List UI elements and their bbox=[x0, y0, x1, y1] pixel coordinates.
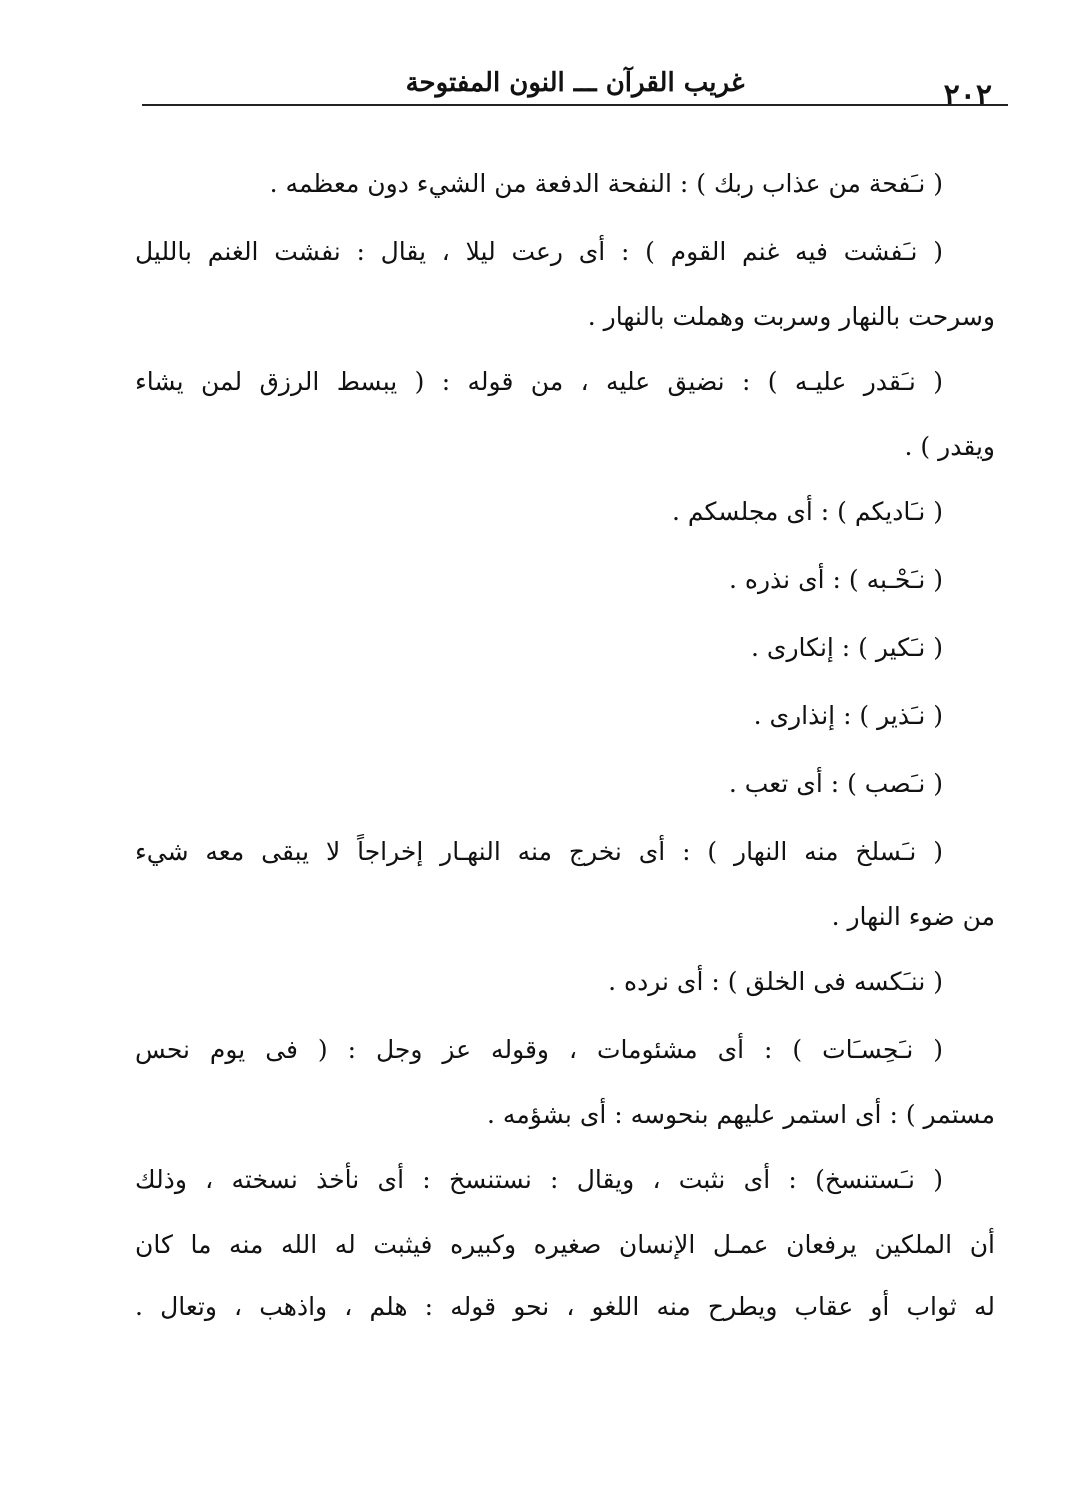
page-header bbox=[140, 58, 1010, 113]
entry-line: ( نـَفحة من عذاب ربك ) : النفحة الدفعة من الشيء دون معظمه . bbox=[269, 169, 943, 198]
glossary-entry bbox=[135, 1016, 995, 1146]
glossary-entry bbox=[135, 546, 995, 614]
entry-line: ( نـَاديكم ) : أى مجلسكم . bbox=[671, 497, 943, 526]
entry-line: ( نـَسلخ منه النهار ) : أى نخرج منه النهـار إخراجاً لا يبقى معه شيء bbox=[135, 837, 943, 866]
entry-line: ( نـَقدر عليـه ) : نضيق عليه ، من قوله : ( يبسط الرزق لمن يشاء bbox=[135, 367, 943, 396]
entry-line: أن الملكين يرفعان عمـل الإنسان صغيره وكبيره فيثبت له الله منه ما كان bbox=[135, 1230, 995, 1259]
glossary-entry bbox=[135, 218, 995, 348]
glossary-entry bbox=[135, 818, 995, 948]
glossary-entry bbox=[135, 150, 995, 218]
entry-line: ( نـَكير ) : إنكارى . bbox=[750, 633, 943, 662]
entry-line: ويقدر ) . bbox=[904, 432, 995, 461]
entry-line: ( ننـَكسه فى الخلق ) : أى نرده . bbox=[608, 967, 943, 996]
glossary-body bbox=[135, 150, 995, 1338]
entry-line: ( نـَستنسخ) : أى نثبت ، ويقال : نستنسخ : أى نأخذ نسخته ، وذلك bbox=[135, 1165, 943, 1194]
glossary-entry bbox=[135, 614, 995, 682]
entry-line: وسرحت بالنهار وسربت وهملت بالنهار . bbox=[587, 302, 995, 331]
glossary-entry bbox=[135, 682, 995, 750]
entry-line: ( نـَذير ) : إنذارى . bbox=[753, 701, 943, 730]
entry-line: مستمر ) : أى استمر عليهم بنحوسه : أى بشؤمه . bbox=[487, 1100, 995, 1129]
entry-line: ( نـَصب ) : أى تعب . bbox=[728, 769, 943, 798]
entry-line: ( نـَحِسـَات ) : أى مشئومات ، وقوله عز وجل : ( فى يوم نحس bbox=[135, 1035, 943, 1064]
glossary-entry bbox=[135, 750, 995, 818]
header-rule bbox=[142, 104, 1008, 106]
page-number: ٢٠٢ bbox=[943, 78, 992, 113]
glossary-entry bbox=[135, 1146, 995, 1338]
entry-line: ( نـَفشت فيه غنم القوم ) : أى رعت ليلا ، يقال : نفشت الغنم بالليل bbox=[135, 237, 943, 266]
glossary-entry bbox=[135, 348, 995, 478]
running-title: غريب القرآن ـــ النون المفتوحة bbox=[405, 68, 745, 98]
entry-line: له ثواب أو عقاب ويطرح منه اللغو ، نحو قوله : هلم ، واذهب ، وتعال . bbox=[135, 1292, 995, 1321]
glossary-entry bbox=[135, 478, 995, 546]
entry-line: ( نـَحْـبه ) : أى نذره . bbox=[728, 565, 943, 594]
entry-line: من ضوء النهار . bbox=[831, 902, 995, 931]
glossary-entry bbox=[135, 948, 995, 1016]
